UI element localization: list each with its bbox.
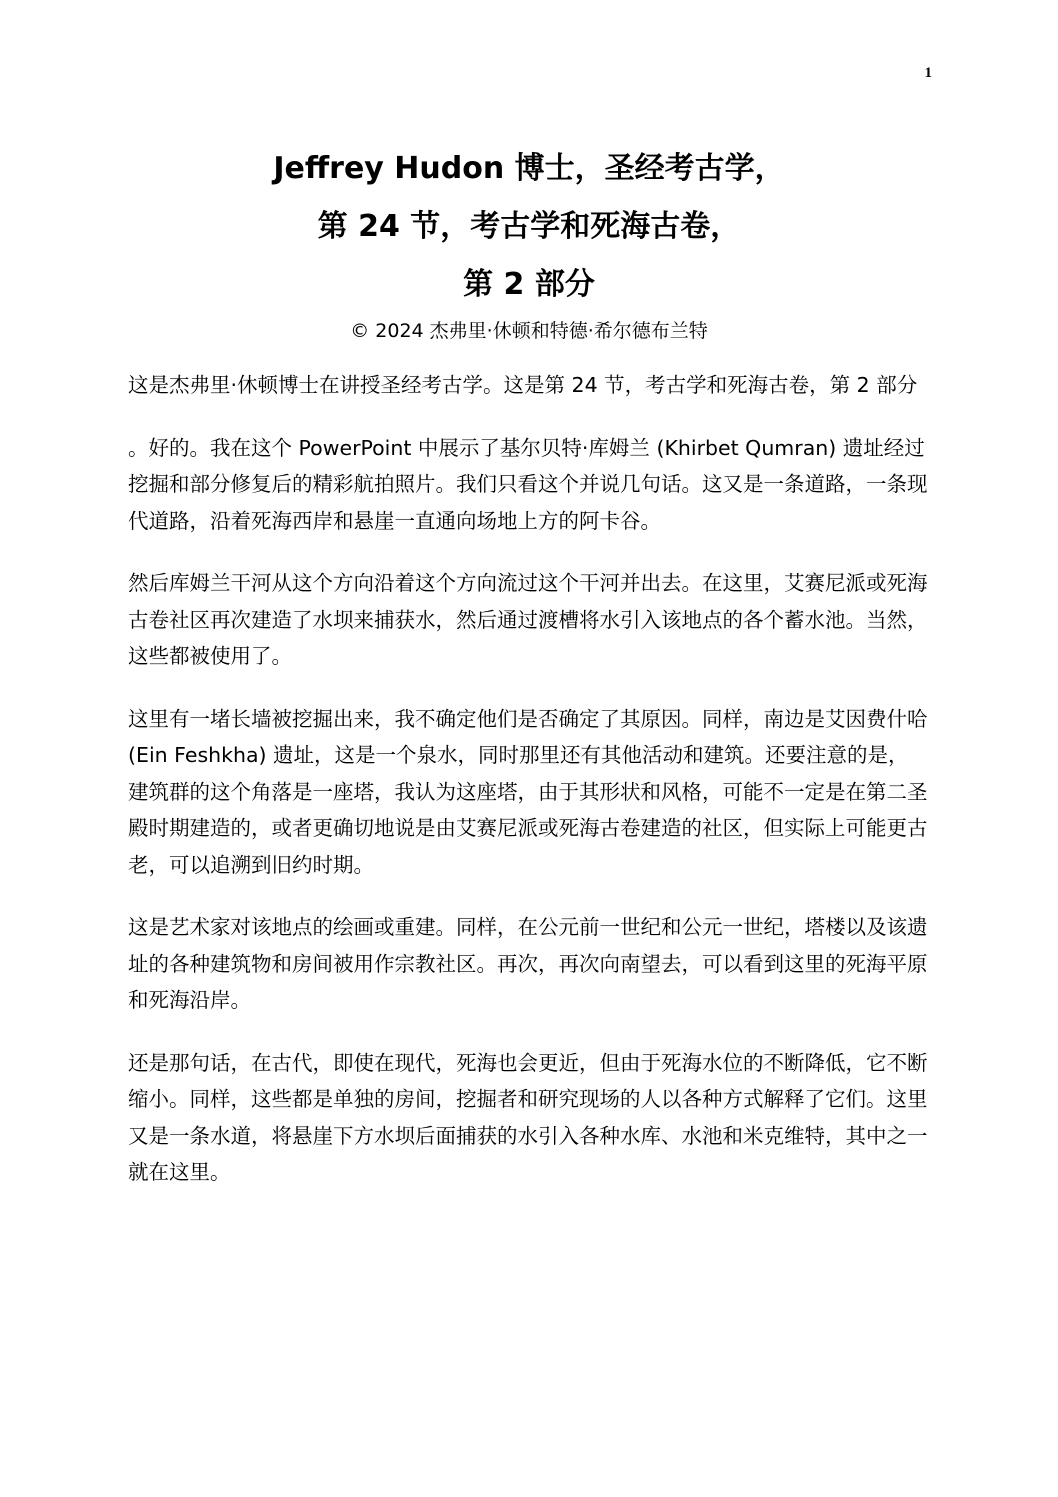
paragraph-1: 这是杰弗里·休顿博士在讲授圣经考古学。这是第 24 节，考古学和死海古卷，第 2 部分 (128, 373, 918, 397)
paragraph-4: 这里有一堵长墙被挖掘出来，我不确定他们是否确定了其原因。同样，南边是艾因费什哈 (Ein Feshkha) 遗址，这是一个泉水，同时那里还有其他活动和建筑。还要注意的是，建筑群的这个角落是一座塔，我认为这座塔，由于其形状和风格，可能不一定是在第二圣殿时期建造的，或者更确切地说是由艾赛尼派或死海古卷建造的社区，但实际上可能更古老，可以追溯到旧约时期。 (128, 706, 928, 877)
paragraph-6: 还是那句话，在古代，即使在现代，死海也会更近，但由于死海水位的不断降低，它不断缩小。同样，这些都是单独的房间，挖掘者和研究现场的人以各种方式解释了它们。这里又是一条水道，将悬崖下方水坝后面捕获的水引入各种水库、水池和米克维特，其中之一就在这里。 (128, 1050, 928, 1184)
page-number: 1 (924, 65, 932, 81)
title-line-3: 第 2 部分 (463, 267, 595, 302)
paragraph-2: 。好的。我在这个 PowerPoint 中展示了基尔贝特·库姆兰 (Khirbet Qumran) 遗址经过挖掘和部分修复后的精彩航拍照片。我们只看这个并说几句话。这又是一条道路，一条现代道路，沿着死海西岸和悬崖一直通向场地上方的阿卡谷。 (128, 435, 928, 533)
paragraph-3: 然后库姆兰干河从这个方向沿着这个方向流过这个干河并出去。在这里，艾赛尼派或死海古卷社区再次建造了水坝来捕获水，然后通过渡槽将水引入该地点的各个蓄水池。当然，这些都被使用了。 (128, 571, 928, 668)
title-line-2: 第 24 节，考古学和死海古卷， (317, 209, 741, 244)
paragraph-5: 这是艺术家对该地点的绘画或重建。同样，在公元前一世纪和公元一世纪，塔楼以及该遗址的各种建筑物和房间被用作宗教社区。再次，再次向南望去，可以看到这里的死海平原和死海沿岸。 (128, 915, 928, 1012)
body-text (128, 367, 928, 1217)
title-block (0, 140, 1058, 346)
copyright-notice: © 2024 杰弗里·休顿和特德·希尔德布兰特 (350, 320, 708, 342)
title-line-1: Jeffrey Hudon 博士，圣经考古学， (273, 151, 785, 186)
